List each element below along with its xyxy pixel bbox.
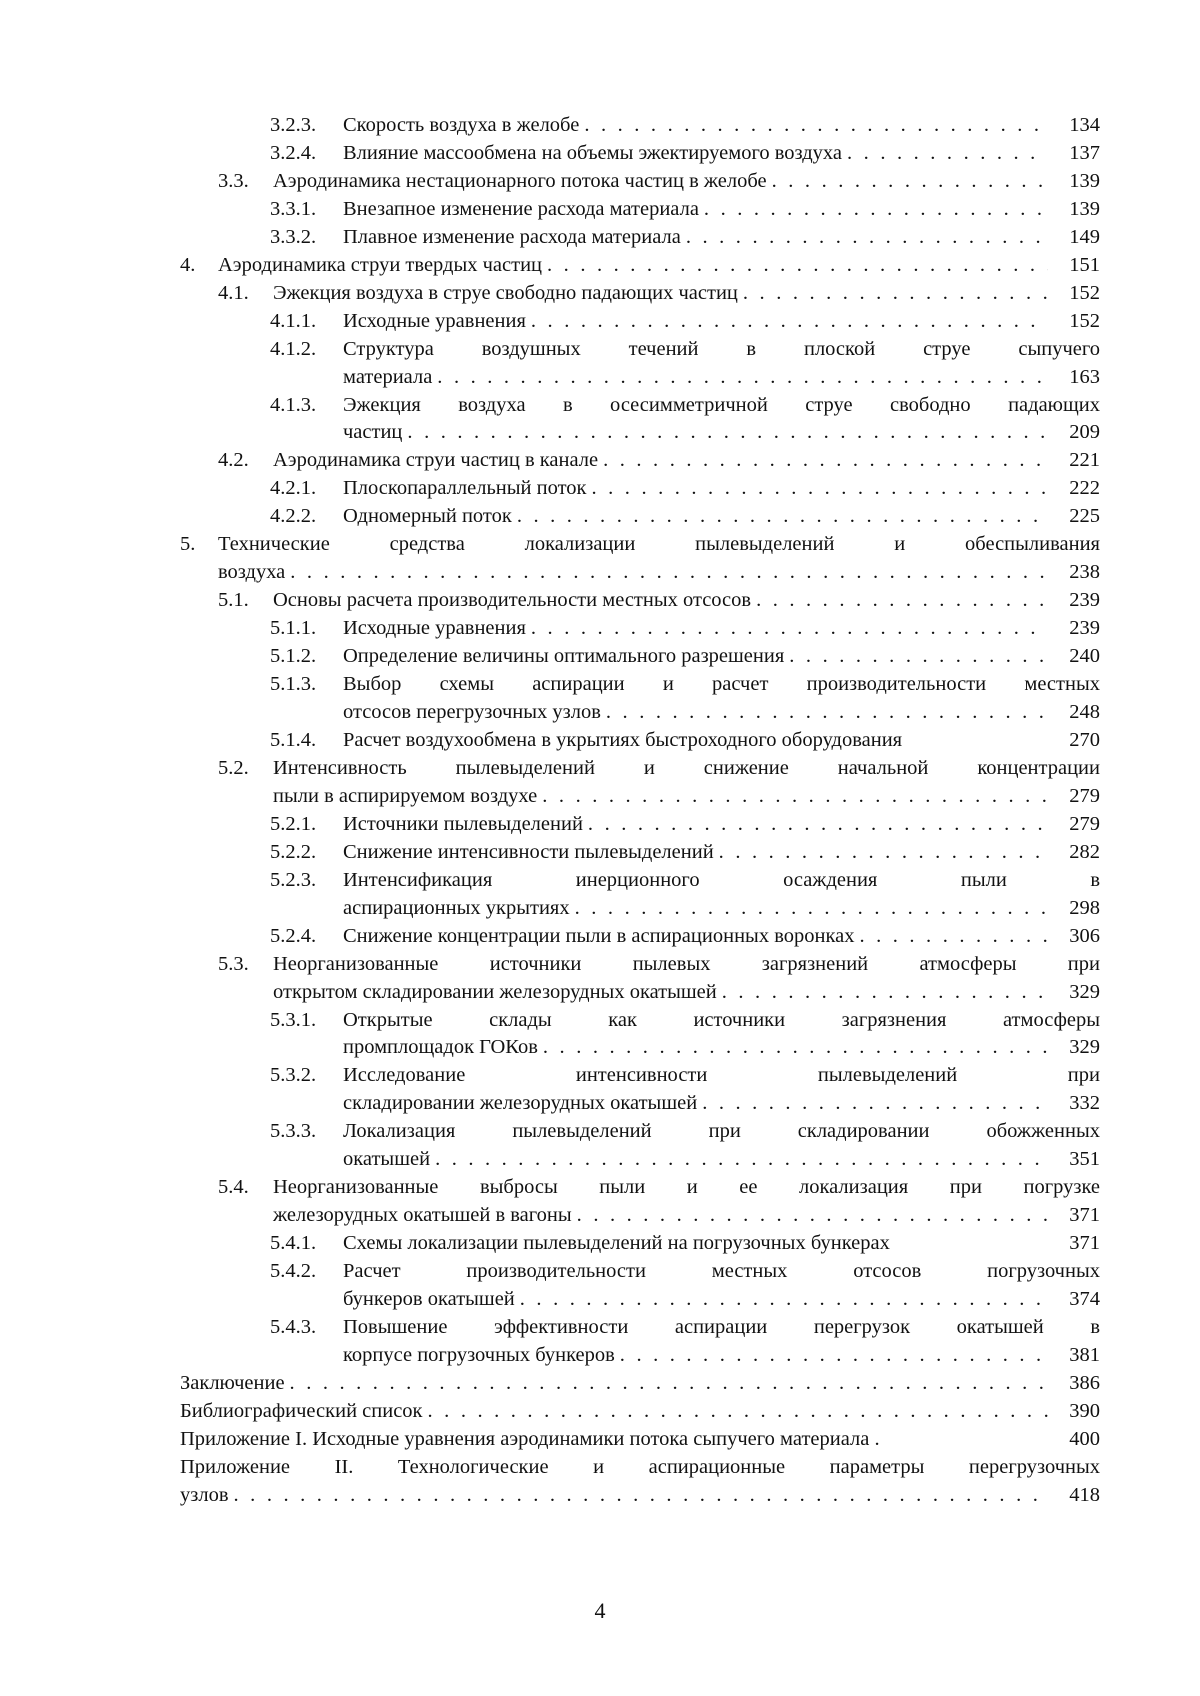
- toc-entry: [180, 951, 1100, 1007]
- dot-leader: [531, 615, 1048, 643]
- toc-entry-page: 329: [1069, 980, 1100, 1003]
- dot-leader: [588, 811, 1048, 839]
- dot-leader: [722, 979, 1048, 1007]
- toc-entry-title-line: Структура воздушных течений в плоской струе сыпучего: [343, 337, 1100, 360]
- toc-entry-number: 4.1.2.: [270, 337, 317, 360]
- dot-leader: [756, 587, 1048, 615]
- toc-entry: [180, 392, 1100, 448]
- toc-entry-title: [343, 112, 1100, 140]
- toc-entry-last-line: [180, 1370, 1100, 1398]
- dot-leader: [520, 1286, 1048, 1314]
- toc-entry-title-line: бункеров окатышей: [343, 1288, 515, 1311]
- dot-leader: [847, 140, 1048, 168]
- toc-entry-last-line: [343, 308, 1100, 336]
- toc-entry-page: 163: [1069, 365, 1100, 388]
- toc-entry: [180, 671, 1100, 727]
- dot-leader: [743, 280, 1048, 308]
- toc-entry: [180, 587, 1100, 615]
- toc-entry-title-line: Исходные уравнения: [343, 617, 526, 640]
- toc-entry-page: 209: [1069, 421, 1100, 444]
- toc-entry-page: 279: [1069, 812, 1100, 835]
- toc-entry-number: 4.1.3.: [270, 393, 317, 416]
- toc-entry-page: 238: [1069, 561, 1100, 584]
- toc-entry-title-line: Снижение интенсивности пылевыделений: [343, 840, 714, 863]
- toc-entry-title-line: Исходные уравнения: [343, 309, 526, 332]
- toc-entry-title: [343, 1007, 1100, 1063]
- toc-entry-title-line: Технические средства локализации пылевыделений и обеспыливания: [218, 533, 1100, 556]
- toc-entry-number: 5.3.2.: [270, 1064, 317, 1087]
- toc-entry: [180, 1398, 1100, 1426]
- toc-entry: [180, 112, 1100, 140]
- toc-entry-last-line: [343, 615, 1100, 643]
- toc-entry-title-line: отсосов перегрузочных узлов: [343, 701, 601, 724]
- toc-entry-last-line: [218, 559, 1100, 587]
- toc-entry-page: 152: [1069, 309, 1100, 332]
- toc-entry-page: 225: [1069, 505, 1100, 528]
- toc-entry-number: 4.2.2.: [270, 505, 317, 528]
- toc-entry-title: [343, 811, 1100, 839]
- toc-entry-title-line: Приложение II. Технологические и аспирационные параметры перегрузочных: [180, 1455, 1100, 1478]
- toc-entry-page: 400: [1069, 1427, 1100, 1450]
- toc-entry-number: 3.2.3.: [270, 114, 317, 136]
- dot-leader: [234, 1482, 1048, 1510]
- toc-entry-page: 270: [1069, 728, 1100, 751]
- toc-entry-page: 351: [1069, 1148, 1100, 1171]
- dot-leader: [592, 475, 1049, 503]
- toc-entry-number: 5.4.1.: [270, 1232, 317, 1255]
- toc-entry-last-line: [273, 280, 1100, 308]
- dot-leader: [407, 419, 1048, 447]
- toc-entry-title-line: открытом складировании железорудных окатышей: [273, 980, 717, 1003]
- dot-leader: [290, 559, 1048, 587]
- toc-entry-title-line: Исследование интенсивности пылевыделений при: [343, 1064, 1100, 1087]
- toc-entry-last-line: [343, 1230, 1100, 1258]
- toc-entry-title: [273, 587, 1100, 615]
- toc-entry-page: 371: [1069, 1204, 1100, 1227]
- toc-entry-last-line: [343, 895, 1100, 923]
- toc-entry-title-line: Схемы локализации пылевыделений на погрузочных бункерах: [343, 1232, 890, 1255]
- toc-entry-page: 152: [1069, 281, 1100, 304]
- toc-entry: [180, 168, 1100, 196]
- toc-entry: [180, 224, 1100, 252]
- page-number: 4: [594, 1598, 606, 1623]
- dot-leader: [584, 112, 1048, 140]
- toc-entry-title: [180, 1398, 1100, 1426]
- toc-entry-title: [343, 923, 1100, 951]
- toc-entry-last-line: [180, 1398, 1100, 1426]
- toc-entry-title: [273, 280, 1100, 308]
- toc-entry-title-line: Снижение концентрации пыли в аспирационных воронках: [343, 924, 855, 947]
- toc-entry-page: 139: [1069, 169, 1100, 192]
- toc-entry-last-line: [343, 699, 1100, 727]
- toc-entry-title-line: Аэродинамика струи частиц в канале: [273, 449, 599, 472]
- toc-entry-title: [180, 1370, 1100, 1398]
- dot-leader: [290, 1370, 1048, 1398]
- toc-entry-title-line: промплощадок ГОКов: [343, 1036, 538, 1059]
- toc-entry-page: 279: [1069, 784, 1100, 807]
- toc-entry-number: 5.4.2.: [270, 1260, 317, 1283]
- dot-leader: [719, 839, 1048, 867]
- dot-leader: [437, 364, 1048, 392]
- toc-entry-number: 4.2.: [218, 449, 249, 472]
- dot-leader: [702, 1090, 1048, 1118]
- toc-entry-page: 134: [1069, 114, 1100, 136]
- toc-entry-title: [343, 615, 1100, 643]
- toc-entry-title-line: окатышей: [343, 1148, 431, 1171]
- toc-entry-title-line: Локализация пылевыделений при складировании обожженных: [343, 1120, 1100, 1143]
- toc-entry-title: [343, 475, 1100, 503]
- toc-entry: [180, 615, 1100, 643]
- toc-entry-number: 5.: [180, 533, 196, 556]
- toc-entry-title-line: Плоскопараллельный поток: [343, 477, 587, 500]
- toc-entry: [180, 1062, 1100, 1118]
- toc-entry-last-line: [273, 587, 1100, 615]
- toc-entry: [180, 811, 1100, 839]
- dot-leader: [428, 1398, 1048, 1426]
- toc-entry-title-line: Интенсивность пылевыделений и снижение начальной концентрации: [273, 756, 1100, 779]
- toc-entry: [180, 336, 1100, 392]
- toc-entry-page: 374: [1069, 1288, 1100, 1311]
- toc-entry-number: 4.: [180, 253, 196, 276]
- toc-entry-page: 332: [1069, 1092, 1100, 1115]
- toc-entry: [180, 140, 1100, 168]
- toc-entry-title: [273, 951, 1100, 1007]
- toc-entry-number: 5.1.3.: [270, 673, 317, 696]
- toc-entry: [180, 1258, 1100, 1314]
- toc-entry-title-line: Повышение эффективности аспирации перегрузок окатышей в: [343, 1315, 1100, 1338]
- toc-entry-last-line: [343, 839, 1100, 867]
- toc-entry-last-line: [343, 112, 1100, 140]
- toc-entry-last-line: [343, 1286, 1100, 1314]
- toc-entry-number: 3.3.: [218, 169, 249, 192]
- toc-entry-number: 5.3.: [218, 952, 249, 975]
- toc-entry-title-line: Приложение I. Исходные уравнения аэродинамики потока сыпучего материала .: [180, 1427, 880, 1450]
- toc-entry-title: [180, 1454, 1100, 1510]
- toc-entry-title-line: частиц: [343, 421, 403, 444]
- toc-entry: [180, 308, 1100, 336]
- toc-entry-title: [343, 503, 1100, 531]
- toc-entry-number: 5.4.3.: [270, 1315, 317, 1338]
- toc-entry-title: [343, 1230, 1100, 1258]
- toc-entry-title-line: материала: [343, 365, 433, 388]
- toc-entry-title: [343, 196, 1100, 224]
- toc-entry-title: [273, 447, 1100, 475]
- toc-entry-page: 139: [1069, 197, 1100, 220]
- toc-entry-title-line: аспирационных укрытиях: [343, 896, 570, 919]
- table-of-contents: [180, 112, 1100, 1510]
- toc-entry-number: 5.4.: [218, 1176, 249, 1199]
- toc-entry-number: 5.1.1.: [270, 617, 317, 640]
- toc-entry-last-line: [343, 364, 1100, 392]
- toc-entry-page: 386: [1069, 1371, 1100, 1394]
- toc-entry: [180, 727, 1100, 755]
- toc-entry-last-line: [343, 419, 1100, 447]
- toc-entry-last-line: [343, 140, 1100, 168]
- toc-entry-title: [180, 1426, 1100, 1454]
- toc-entry: [180, 1454, 1100, 1510]
- toc-entry-last-line: [343, 1342, 1100, 1370]
- toc-entry-page: 306: [1069, 924, 1100, 947]
- toc-entry-last-line: [343, 811, 1100, 839]
- toc-entry: [180, 196, 1100, 224]
- toc-entry: [180, 531, 1100, 587]
- toc-entry-title: [343, 643, 1100, 671]
- dot-leader: [772, 168, 1048, 196]
- dot-leader: [531, 308, 1048, 336]
- toc-entry-page: 371: [1069, 1232, 1100, 1255]
- toc-entry-last-line: [343, 1146, 1100, 1174]
- dot-leader: [435, 1146, 1048, 1174]
- toc-entry-title-line: Заключение: [180, 1371, 285, 1394]
- toc-entry-title: [343, 224, 1100, 252]
- toc-entry-number: 5.2.: [218, 756, 249, 779]
- toc-entry-page: 240: [1069, 645, 1100, 668]
- toc-entry-last-line: [273, 447, 1100, 475]
- toc-entry-page: 381: [1069, 1343, 1100, 1366]
- toc-entry-page: 390: [1069, 1399, 1100, 1422]
- dot-leader: [859, 923, 1048, 951]
- toc-entry-last-line: [343, 1034, 1100, 1062]
- toc-entry: [180, 923, 1100, 951]
- toc-entry-title: [343, 867, 1100, 923]
- toc-entry-last-line: [343, 503, 1100, 531]
- toc-entry-title: [218, 252, 1100, 280]
- toc-entry-last-line: [343, 1090, 1100, 1118]
- toc-entry-title-line: Аэродинамика нестационарного потока частиц в желобе: [273, 169, 767, 192]
- toc-entry-page: 151: [1069, 253, 1100, 276]
- dot-leader: [620, 1342, 1048, 1370]
- toc-entry: [180, 867, 1100, 923]
- toc-entry-title-line: Неорганизованные источники пылевых загрязнений атмосферы при: [273, 952, 1100, 975]
- toc-entry: [180, 252, 1100, 280]
- toc-entry-title-line: Аэродинамика струи твердых частиц: [218, 253, 543, 276]
- toc-entry-title-line: Одномерный поток: [343, 505, 512, 528]
- toc-entry-title: [343, 392, 1100, 448]
- toc-entry-title: [273, 1174, 1100, 1230]
- toc-entry-title-line: пыли в аспирируемом воздухе: [273, 784, 538, 807]
- toc-entry-last-line: [218, 252, 1100, 280]
- toc-entry-number: 3.3.1.: [270, 197, 317, 220]
- dot-leader: [547, 252, 1048, 280]
- toc-entry-title: [273, 755, 1100, 811]
- toc-entry-title-line: корпусе погрузочных бункеров: [343, 1343, 615, 1366]
- toc-entry: [180, 475, 1100, 503]
- toc-entry-title-line: Расчет воздухообмена в укрытиях быстроходного оборудования: [343, 728, 903, 751]
- toc-entry-title-line: Основы расчета производительности местных отсосов: [273, 589, 752, 612]
- dot-leader: [575, 895, 1048, 923]
- toc-entry-title: [218, 531, 1100, 587]
- toc-entry-page: 248: [1069, 701, 1100, 724]
- toc-entry: [180, 839, 1100, 867]
- toc-entry-page: 222: [1069, 477, 1100, 500]
- toc-entry-title: [343, 727, 1100, 755]
- toc-entry: [180, 503, 1100, 531]
- toc-entry-title-line: Расчет производительности местных отсосов погрузочных: [343, 1260, 1100, 1283]
- toc-entry-page: 137: [1069, 141, 1100, 164]
- toc-entry: [180, 280, 1100, 308]
- toc-entry-number: 3.2.4.: [270, 141, 317, 164]
- toc-entry-title-line: Выбор схемы аспирации и расчет производительности местных: [343, 673, 1100, 696]
- toc-entry-title-line: складировании железорудных окатышей: [343, 1092, 698, 1115]
- toc-entry: [180, 1174, 1100, 1230]
- toc-entry-title-line: Внезапное изменение расхода материала: [343, 197, 699, 220]
- toc-entry-title: [343, 1118, 1100, 1174]
- toc-entry-title-line: Эжекция воздуха в струе свободно падающих частиц: [273, 281, 738, 304]
- toc-entry-number: 3.3.2.: [270, 225, 317, 248]
- toc-entry: [180, 1007, 1100, 1063]
- toc-entry: [180, 1314, 1100, 1370]
- toc-entry-number: 4.1.: [218, 281, 249, 304]
- toc-entry-number: 5.3.1.: [270, 1008, 317, 1031]
- toc-entry-last-line: [180, 1426, 1100, 1454]
- toc-entry-page: 298: [1069, 896, 1100, 919]
- toc-entry-title-line: Открытые склады как источники загрязнения атмосферы: [343, 1008, 1100, 1031]
- toc-entry-title-line: Источники пылевыделений: [343, 812, 583, 835]
- toc-entry-number: 5.1.4.: [270, 728, 317, 751]
- toc-entry-page: 239: [1069, 589, 1100, 612]
- toc-entry-number: 5.1.: [218, 589, 249, 612]
- toc-entry-number: 4.1.1.: [270, 309, 317, 332]
- toc-entry-last-line: [273, 168, 1100, 196]
- toc-entry-title: [343, 839, 1100, 867]
- toc-entry-title-line: Неорганизованные выбросы пыли и ее локализация при погрузке: [273, 1176, 1100, 1199]
- dot-leader: [704, 196, 1048, 224]
- toc-entry-title: [343, 140, 1100, 168]
- toc-entry-title-line: Скорость воздуха в желобе: [343, 114, 580, 136]
- toc-entry-page: 221: [1069, 449, 1100, 472]
- toc-entry-title-line: Библиографический список: [180, 1399, 423, 1422]
- dot-leader: [577, 1202, 1048, 1230]
- toc-entry-last-line: [343, 643, 1100, 671]
- toc-entry-page: 418: [1069, 1483, 1100, 1506]
- toc-entry-last-line: [343, 196, 1100, 224]
- toc-entry-number: 5.2.3.: [270, 868, 317, 891]
- toc-entry-number: 5.3.3.: [270, 1120, 317, 1143]
- toc-entry-title: [343, 1258, 1100, 1314]
- dot-leader: [542, 783, 1048, 811]
- toc-entry-title-line: Интенсификация инерционного осаждения пыли в: [343, 868, 1100, 891]
- toc-entry: [180, 1230, 1100, 1258]
- dot-leader: [686, 224, 1048, 252]
- toc-entry-last-line: [343, 923, 1100, 951]
- toc-entry-title-line: Плавное изменение расхода материала: [343, 225, 681, 248]
- toc-entry-number: 5.2.4.: [270, 924, 317, 947]
- toc-entry-number: 5.2.2.: [270, 840, 317, 863]
- toc-entry-title-line: железорудных окатышей в вагоны: [273, 1204, 572, 1227]
- toc-entry-title-line: воздуха: [218, 561, 286, 584]
- toc-entry-title: [273, 168, 1100, 196]
- toc-entry-title: [343, 1062, 1100, 1118]
- toc-entry-title-line: Определение величины оптимального разрешения: [343, 645, 785, 668]
- dot-leader: [603, 447, 1048, 475]
- toc-entry-title: [343, 336, 1100, 392]
- toc-entry: [180, 643, 1100, 671]
- toc-entry-last-line: [273, 979, 1100, 1007]
- toc-entry-title-line: узлов: [180, 1483, 229, 1506]
- toc-entry-last-line: [343, 224, 1100, 252]
- dot-leader: [789, 643, 1048, 671]
- toc-entry-page: 329: [1069, 1036, 1100, 1059]
- toc-entry-number: 4.2.1.: [270, 477, 317, 500]
- toc-entry: [180, 755, 1100, 811]
- toc-entry-number: 5.2.1.: [270, 812, 317, 835]
- toc-entry-title-line: Эжекция воздуха в осесимметричной струе свободно падающих: [343, 393, 1100, 416]
- toc-entry: [180, 1118, 1100, 1174]
- toc-entry-title: [343, 308, 1100, 336]
- dot-leader: [543, 1034, 1048, 1062]
- toc-entry-number: 5.1.2.: [270, 645, 317, 668]
- toc-entry-page: 149: [1069, 225, 1100, 248]
- toc-entry-last-line: [273, 1202, 1100, 1230]
- toc-entry-last-line: [343, 475, 1100, 503]
- toc-entry-page: 239: [1069, 617, 1100, 640]
- toc-entry-title: [343, 671, 1100, 727]
- toc-entry-title: [343, 1314, 1100, 1370]
- toc-entry: [180, 1426, 1100, 1454]
- toc-entry-title-line: Влияние массообмена на объемы эжектируемого воздуха: [343, 141, 843, 164]
- toc-entry-last-line: [180, 1482, 1100, 1510]
- toc-entry: [180, 447, 1100, 475]
- toc-entry-last-line: [273, 783, 1100, 811]
- dot-leader: [606, 699, 1048, 727]
- toc-entry-page: 282: [1069, 840, 1100, 863]
- toc-entry-last-line: [343, 727, 1100, 755]
- dot-leader: [517, 503, 1048, 531]
- toc-entry: [180, 1370, 1100, 1398]
